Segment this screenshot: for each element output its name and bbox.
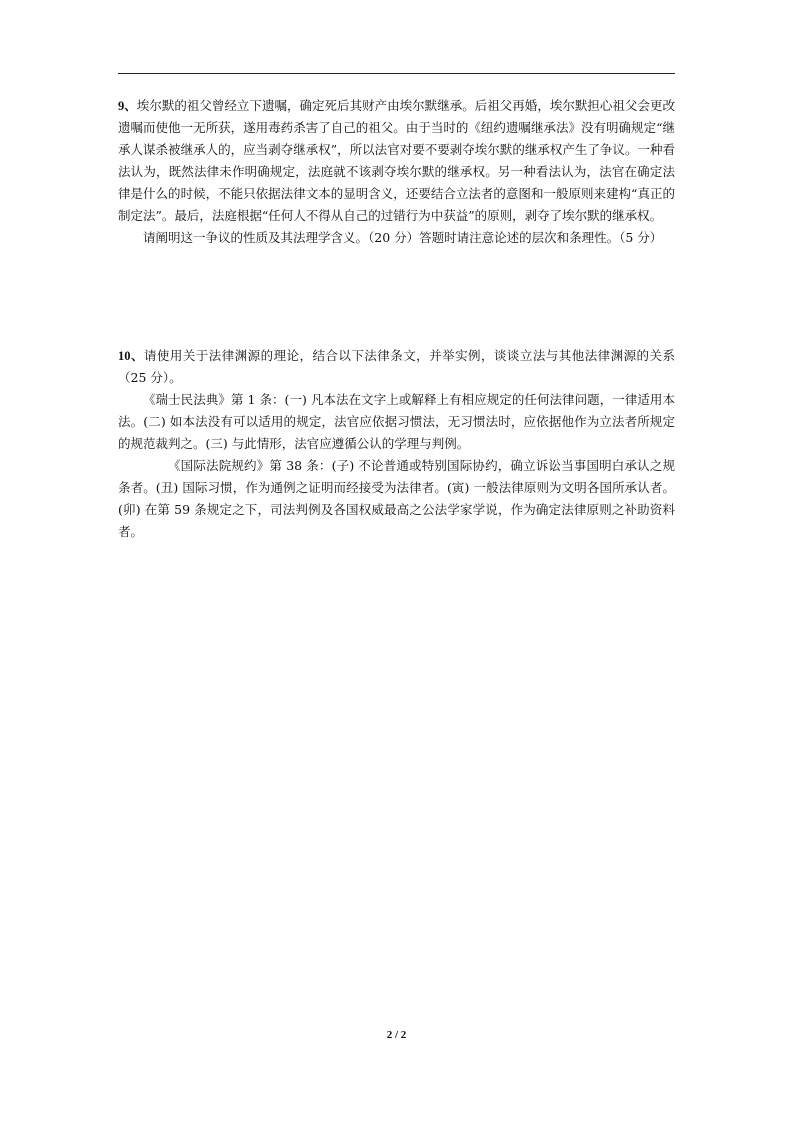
question-number: 9、 xyxy=(118,99,137,113)
question-10-intro xyxy=(118,345,675,389)
question-9 xyxy=(118,95,675,249)
question-9-text: 埃尔默的祖父曾经立下遗嘱，确定死后其财产由埃尔默继承。后祖父再婚，埃尔默担心祖父会更改遗嘱而使他一无所获，遂用毒药杀害了自己的祖父。由于当时的《纽约遗嘱继承法》没有明确规定“继承人谋杀被继承人的，应当剥夺继承权”，所以法官对要不要剥夺埃尔默的继承权产生了争议。一种看法认为，既然法律未作明确规定，法庭就不该剥夺埃尔默的继承权。另一种看法认为，法官在确定法律是什么的时候，不能只依据法律文本的显明含义，还要结合立法者的意图和一般原则来建构“真正的制定法”。最后，法庭根据“任何人不得从自己的过错行为中获益”的原则，剥夺了埃尔默的继承权。 xyxy=(118,98,675,223)
page-number: 2 / 2 xyxy=(386,1029,407,1041)
question-9-prompt: 请阐明这一争议的性质及其法理学含义。（20 分）答题时请注意论述的层次和条理性。（5 分） xyxy=(143,230,663,245)
icj-statute-article: 《国际法院规约》第 38 条：(子) 不论普通或特别国际协约，确立诉讼当事国明白承认之规条者。(丑) 国际习惯，作为通例之证明而经接受为法律者。(寅) 一般法律原则为文明各国所承认者。(卯) 在第 59 条规定之下，司法判例及各国权威最高之公法学家学说，作为确定法律原则之补助资料者。 xyxy=(118,458,675,539)
question-10 xyxy=(118,345,675,543)
question-number: 10、 xyxy=(118,349,144,363)
question-9-body xyxy=(118,95,675,227)
swiss-civil-code-article: 《瑞士民法典》第 1 条：(一) 凡本法在文字上或解释上有相应规定的任何法律问题，一律适用本法。(二) 如本法没有可以适用的规定，法官应依据习惯法，无习惯法时，应依据他作为立法者所规定的规范裁判之。(三) 与此情形，法官应遵循公认的学理与判例。 xyxy=(118,392,675,451)
header-rule xyxy=(118,73,675,74)
question-10-text: 请使用关于法律渊源的理论，结合以下法律条文，并举实例，谈谈立法与其他法律渊源的关系（25 分）。 xyxy=(118,348,675,385)
